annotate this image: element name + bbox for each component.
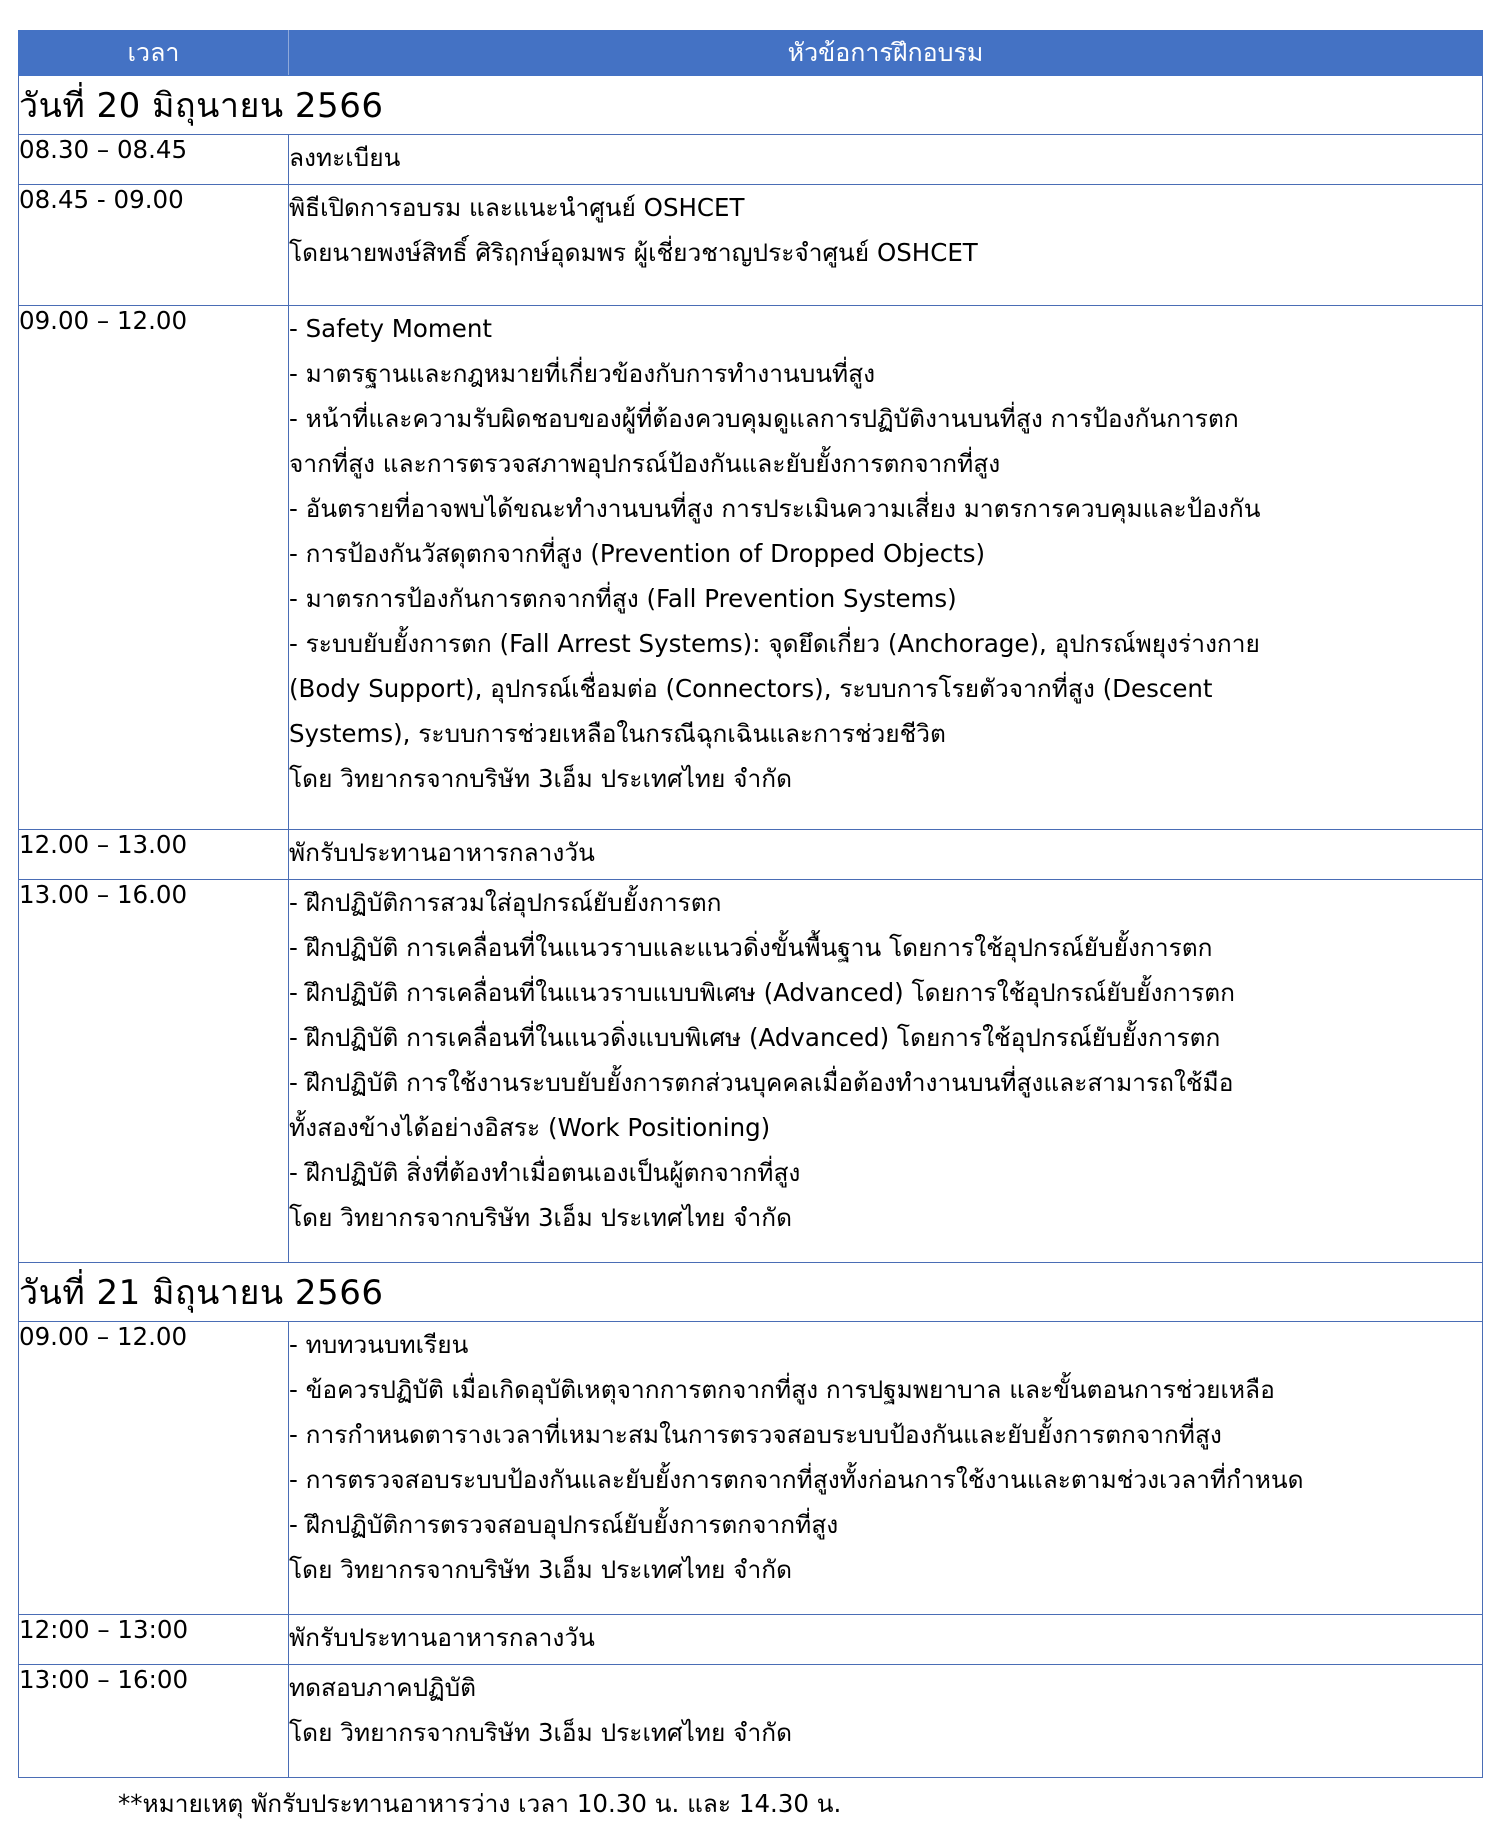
session-row [19, 1322, 1483, 1615]
topic-line: - Safety Moment [289, 314, 492, 343]
day-title: วันที่ 21 มิถุนายน 2566 [19, 1263, 1483, 1322]
topic-line: - ฝึกปฏิบัติ การเคลื่อนที่ในแนวราบแบบพิเศษ (Advanced) โดยการใช้อุปกรณ์ยับยั้งการตก [289, 978, 1235, 1007]
topic-line: - ข้อควรปฏิบัติ เมื่อเกิดอุบัติเหตุจากการตกจากที่สูง การปฐมพยาบาล และขั้นตอนการช่วยเหลือ [289, 1375, 1275, 1404]
table-header-row [19, 31, 1483, 76]
topic-line: โดย วิทยากรจากบริษัท 3เอ็ม ประเทศไทย จำกัด [289, 1555, 793, 1584]
session-time: 12:00 – 13:00 [19, 1615, 289, 1665]
topic-line: โดย วิทยากรจากบริษัท 3เอ็ม ประเทศไทย จำกัด [289, 1203, 793, 1232]
topic-line: - ฝึกปฏิบัติ การเคลื่อนที่ในแนวราบและแนวดิ่งขั้นพื้นฐาน โดยการใช้อุปกรณ์ยับยั้งการตก [289, 933, 1213, 962]
topic-line: - ทบทวนบทเรียน [289, 1330, 469, 1359]
session-topics [289, 185, 1483, 306]
session-topics [289, 1665, 1483, 1778]
topic-line: โดยนายพงษ์สิทธิ์ ศิริฤกษ์อุดมพร ผู้เชี่ยวชาญประจำศูนย์ OSHCET [289, 238, 978, 267]
time-column-header: เวลา [19, 31, 289, 76]
session-topics [289, 1615, 1483, 1665]
schedule-body [19, 76, 1483, 1778]
topic-line: โดย วิทยากรจากบริษัท 3เอ็ม ประเทศไทย จำกัด [289, 764, 793, 793]
training-schedule-table [18, 30, 1483, 1778]
day-title: วันที่ 20 มิถุนายน 2566 [19, 76, 1483, 135]
session-topics [289, 830, 1483, 880]
session-time: 08.30 – 08.45 [19, 135, 289, 185]
day-header-row [19, 76, 1483, 135]
topic-line: - การป้องกันวัสดุตกจากที่สูง (Prevention of Dropped Objects) [289, 539, 986, 568]
topic-line: - การกำหนดตารางเวลาที่เหมาะสมในการตรวจสอบระบบป้องกันและยับยั้งการตกจากที่สูง [289, 1420, 1222, 1449]
session-time: 13:00 – 16:00 [19, 1665, 289, 1778]
topic-line: พักรับประทานอาหารกลางวัน [289, 838, 595, 867]
topic-line: - อันตรายที่อาจพบได้ขณะทำงานบนที่สูง การประเมินความเสี่ยง มาตรการควบคุมและป้องกัน [289, 494, 1261, 523]
session-row [19, 185, 1483, 306]
topic-line: - ฝึกปฏิบัติการตรวจสอบอุปกรณ์ยับยั้งการตกจากที่สูง [289, 1510, 839, 1539]
topic-line: - การตรวจสอบระบบป้องกันและยับยั้งการตกจากที่สูงทั้งก่อนการใช้งานและตามช่วงเวลาที่กำหนด [289, 1465, 1304, 1494]
topic-line: - ฝึกปฏิบัติ การใช้งานระบบยับยั้งการตกส่วนบุคคลเมื่อต้องทำงานบนที่สูงและสามารถใช้มือ [289, 1068, 1234, 1097]
session-row [19, 880, 1483, 1263]
topic-column-header: หัวข้อการฝึกอบรม [289, 31, 1483, 76]
footnote: **หมายเหตุ พักรับประทานอาหารว่าง เวลา 10.30 น. และ 14.30 น. [118, 1789, 842, 1818]
topic-line: - หน้าที่และความรับผิดชอบของผู้ที่ต้องควบคุมดูแลการปฏิบัติงานบนที่สูง การป้องกันการตก [289, 404, 1239, 433]
topic-line: - มาตรการป้องกันการตกจากที่สูง (Fall Prevention Systems) [289, 584, 957, 613]
session-time: 13.00 – 16.00 [19, 880, 289, 1263]
topic-line: ลงทะเบียน [289, 143, 401, 172]
topic-line: (Body Support), อุปกรณ์เชื่อมต่อ (Connectors), ระบบการโรยตัวจากที่สูง (Descent [289, 674, 1213, 703]
session-row [19, 135, 1483, 185]
session-time: 12.00 – 13.00 [19, 830, 289, 880]
topic-line: พักรับประทานอาหารกลางวัน [289, 1623, 595, 1652]
session-row [19, 830, 1483, 880]
session-time: 09.00 – 12.00 [19, 306, 289, 830]
topic-line: ทั้งสองข้างได้อย่างอิสระ (Work Positioning) [289, 1113, 771, 1142]
topic-line: พิธีเปิดการอบรม และแนะนำศูนย์ OSHCET [289, 193, 745, 222]
session-topics [289, 306, 1483, 830]
session-topics [289, 880, 1483, 1263]
topic-line: Systems), ระบบการช่วยเหลือในกรณีฉุกเฉินและการช่วยชีวิต [289, 719, 946, 748]
session-topics [289, 1322, 1483, 1615]
session-row [19, 1665, 1483, 1778]
session-row [19, 306, 1483, 830]
topic-line: จากที่สูง และการตรวจสภาพอุปกรณ์ป้องกันและยับยั้งการตกจากที่สูง [289, 449, 1001, 478]
session-time: 09.00 – 12.00 [19, 1322, 289, 1615]
topic-line: - ฝึกปฏิบัติ การเคลื่อนที่ในแนวดิ่งแบบพิเศษ (Advanced) โดยการใช้อุปกรณ์ยับยั้งการตก [289, 1023, 1221, 1052]
topic-line: - ฝึกปฏิบัติการสวมใส่อุปกรณ์ยับยั้งการตก [289, 888, 722, 917]
day-header-row [19, 1263, 1483, 1322]
session-row [19, 1615, 1483, 1665]
topic-line: ทดสอบภาคปฏิบัติ [289, 1673, 477, 1702]
session-time: 08.45 - 09.00 [19, 185, 289, 306]
topic-line: - ฝึกปฏิบัติ สิ่งที่ต้องทำเมื่อตนเองเป็นผู้ตกจากที่สูง [289, 1158, 801, 1187]
topic-line: - มาตรฐานและกฎหมายที่เกี่ยวข้องกับการทำงานบนที่สูง [289, 359, 876, 388]
session-topics [289, 135, 1483, 185]
topic-line: โดย วิทยากรจากบริษัท 3เอ็ม ประเทศไทย จำกัด [289, 1718, 793, 1747]
topic-line: - ระบบยับยั้งการตก (Fall Arrest Systems): จุดยึดเกี่ยว (Anchorage), อุปกรณ์พยุงร่างกาย [289, 629, 1260, 658]
